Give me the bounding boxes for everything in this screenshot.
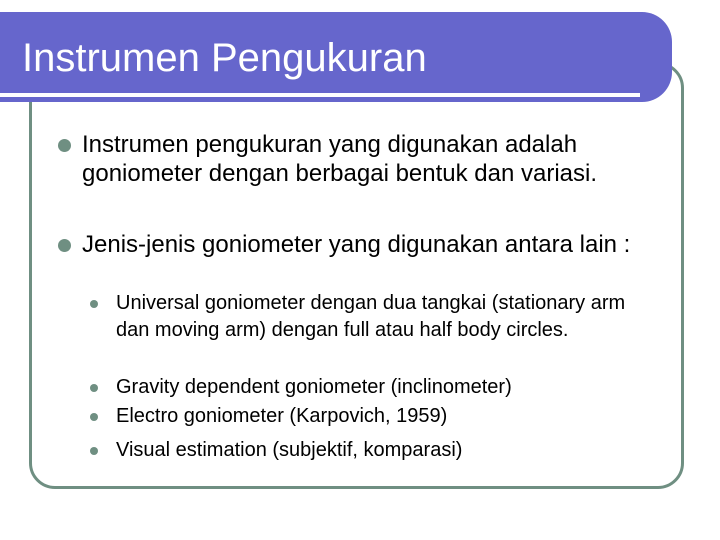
sub-bullet-dot-icon (90, 447, 98, 455)
sub-bullet-dot-icon (90, 300, 98, 308)
bullet-dot-icon (58, 139, 71, 152)
bullet-text: Jenis-jenis goniometer yang digunakan antara lain : (82, 231, 631, 258)
bullet-item (82, 130, 682, 188)
bullet-item (82, 230, 682, 259)
sub-bullet-item (116, 374, 656, 401)
sub-bullet-item (116, 437, 656, 464)
sub-bullet-item (116, 403, 656, 430)
sub-bullet-dot-icon (90, 384, 98, 392)
sub-bullet-text: Universal goniometer dengan dua tangkai (stationary arm dan moving arm) dengan full atau half body circles. (116, 292, 626, 341)
sub-bullet-text: Electro goniometer (Karpovich, 1959) (116, 405, 448, 427)
slide-title: Instrumen Pengukuran (22, 36, 427, 80)
sub-bullet-text: Gravity dependent goniometer (inclinometer) (116, 376, 512, 398)
bullet-dot-icon (58, 239, 71, 252)
bullet-text: Instrumen pengukuran yang digunakan adalah goniometer dengan berbagai bentuk dan variasi. (82, 131, 598, 187)
sub-bullet-text: Visual estimation (subjektif, komparasi) (116, 439, 463, 461)
sub-bullet-item (116, 290, 656, 344)
sub-bullet-dot-icon (90, 413, 98, 421)
